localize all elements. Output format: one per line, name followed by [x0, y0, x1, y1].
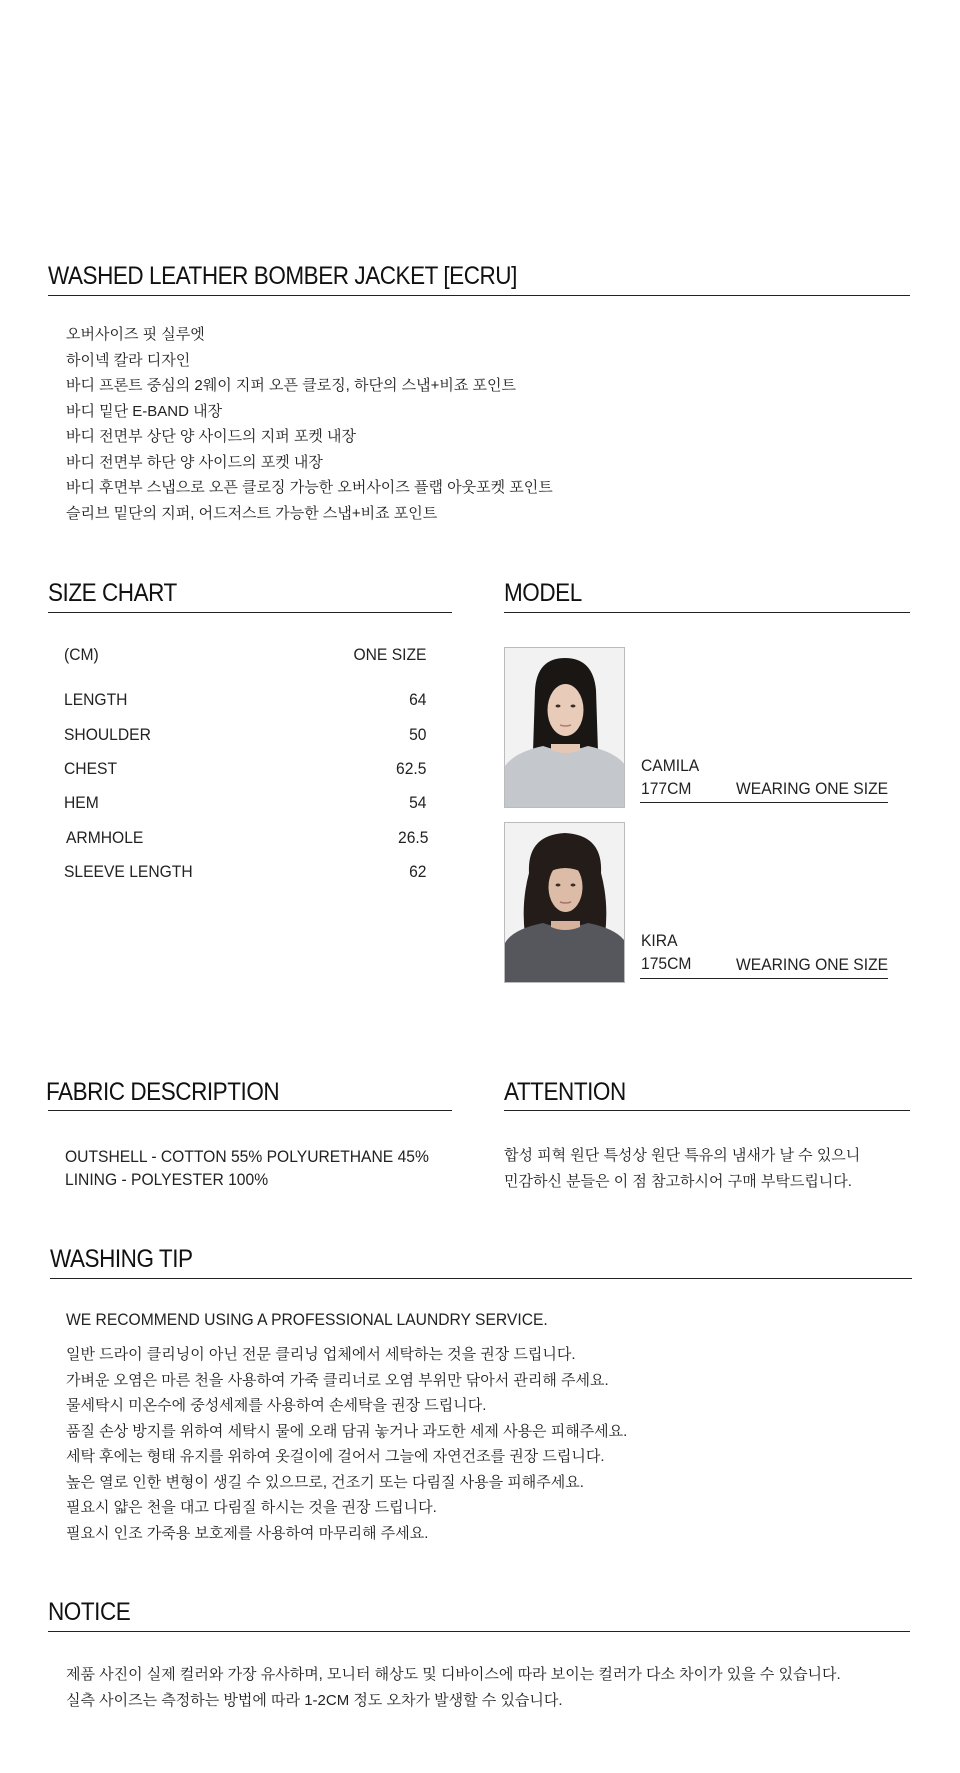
- feature-item: 바디 전면부 하단 양 사이드의 포켓 내장: [66, 453, 323, 471]
- measure-label: LENGTH: [64, 690, 128, 709]
- notice-lines: [66, 1662, 841, 1713]
- model-height: 175CM: [641, 954, 692, 973]
- notice-line: 실측 사이즈는 측정하는 방법에 따라 1-2CM 정도 오차가 발생할 수 있습니다.: [66, 1691, 563, 1709]
- feature-item: 바디 프론트 중심의 2웨이 지퍼 오픈 클로징, 하단의 스냅+비죠 포인트: [66, 377, 517, 394]
- feature-item: 바디 밑단 E-BAND 내장: [66, 402, 223, 420]
- measure-value: 54: [409, 793, 427, 812]
- fabric-line: LINING - POLYESTER 100%: [65, 1170, 269, 1189]
- portrait-image: [505, 648, 625, 808]
- feature-item: 슬리브 밑단의 지퍼, 어드저스트 가능한 스냅+비죠 포인트: [66, 504, 438, 522]
- washing-line: 필요시 얇은 천을 대고 다림질 하시는 것을 권장 드립니다.: [66, 1499, 437, 1516]
- washing-recommend: WE RECOMMEND USING A PROFESSIONAL LAUNDRY SERVICE.: [66, 1310, 548, 1329]
- washing-line: 높은 열로 인한 변형이 생길 수 있으므로, 건조기 또는 다림질 사용을 피해주세요.: [66, 1473, 584, 1491]
- measure-label: SLEEVE LENGTH: [64, 862, 193, 881]
- model-info-kira: [641, 929, 691, 975]
- unit-label: (CM): [64, 645, 99, 664]
- model-info-camila: [641, 754, 699, 800]
- measure-value: 64: [409, 690, 427, 709]
- washing-line: 일반 드라이 클리닝이 아닌 전문 클리닝 업체에서 세탁하는 것을 권장 드립니다.: [66, 1346, 576, 1363]
- product-title: WASHED LEATHER BOMBER JACKET [ECRU]: [48, 262, 517, 290]
- size-chart-divider: [48, 612, 452, 613]
- size-label: ONE SIZE: [353, 645, 427, 664]
- measure-label: CHEST: [64, 759, 118, 778]
- washing-line: 품질 손상 방지를 위하여 세탁시 물에 오래 담궈 놓거나 과도한 세제 사용은 피해주세요.: [66, 1422, 628, 1440]
- model-divider: [504, 612, 910, 613]
- attention-lines: [504, 1143, 860, 1194]
- model-height: 177CM: [641, 779, 692, 798]
- washing-line: 필요시 인조 가죽용 보호제를 사용하여 마무리해 주세요.: [66, 1524, 429, 1542]
- top: [505, 746, 625, 808]
- measure-value: 62: [409, 862, 427, 881]
- top: [505, 923, 625, 983]
- title-divider: [48, 295, 910, 296]
- washing-lines: [66, 1342, 627, 1546]
- feature-list: [66, 322, 553, 526]
- model-name: CAMILA: [641, 756, 700, 775]
- fabric-line: OUTSHELL - COTTON 55% POLYURETHANE 45%: [65, 1147, 429, 1166]
- model-title: MODEL: [504, 579, 582, 607]
- washing-divider: [50, 1278, 912, 1279]
- attention-title: ATTENTION: [504, 1078, 626, 1106]
- washing-line: 물세탁시 미온수에 중성세제를 사용하여 손세탁을 권장 드립니다.: [66, 1397, 487, 1414]
- measure-label: ARMHOLE: [66, 828, 144, 847]
- fabric-lines: [65, 1145, 461, 1191]
- measure-value: 62.5: [396, 759, 427, 778]
- model-info-divider: [640, 802, 888, 803]
- washing-line: 가벼운 오염은 마른 천을 사용하여 가죽 클리너로 오염 부위만 닦아서 관리해 주세요.: [66, 1371, 609, 1389]
- feature-item: 바디 전면부 상단 양 사이드의 지퍼 포켓 내장: [66, 428, 356, 445]
- measure-value: 50: [409, 725, 427, 744]
- washing-title: WASHING TIP: [50, 1245, 193, 1273]
- attention-line: 민감하신 분들은 이 점 참고하시어 구매 부탁드립니다.: [504, 1172, 852, 1190]
- feature-item: 바디 후면부 스냅으로 오픈 클로징 가능한 오버사이즈 플랩 아웃포켓 포인트: [66, 479, 553, 496]
- model-name: KIRA: [641, 931, 678, 950]
- feature-item: 하이넥 칼라 디자인: [66, 351, 191, 369]
- measure-value: 26.5: [398, 828, 429, 847]
- model-wearing: WEARING ONE SIZE: [736, 779, 889, 798]
- attention-divider: [504, 1110, 910, 1111]
- size-chart-title: SIZE CHART: [48, 579, 177, 607]
- washing-line: 세탁 후에는 형태 유지를 위하여 옷걸이에 걸어서 그늘에 자연건조를 권장 드립니다.: [66, 1448, 605, 1465]
- notice-title: NOTICE: [48, 1598, 131, 1626]
- fabric-title: FABRIC DESCRIPTION: [46, 1078, 280, 1106]
- feature-item: 오버사이즈 핏 실루엣: [66, 326, 205, 343]
- fabric-divider: [48, 1110, 452, 1111]
- model-wearing: WEARING ONE SIZE: [736, 955, 889, 974]
- portrait-image: [505, 823, 625, 983]
- measure-label: SHOULDER: [64, 725, 151, 744]
- notice-divider: [48, 1631, 910, 1632]
- notice-line: 제품 사진이 실제 컬러와 가장 유사하며, 모니터 해상도 및 디바이스에 따라 보이는 컬러가 다소 차이가 있을 수 있습니다.: [66, 1666, 841, 1683]
- attention-line: 합성 피혁 원단 특성상 원단 특유의 냄새가 날 수 있으니: [504, 1147, 861, 1164]
- model-photo-camila: [504, 647, 625, 808]
- measure-label: HEM: [64, 793, 99, 812]
- model-photo-kira: [504, 822, 625, 983]
- model-info-divider: [640, 978, 888, 979]
